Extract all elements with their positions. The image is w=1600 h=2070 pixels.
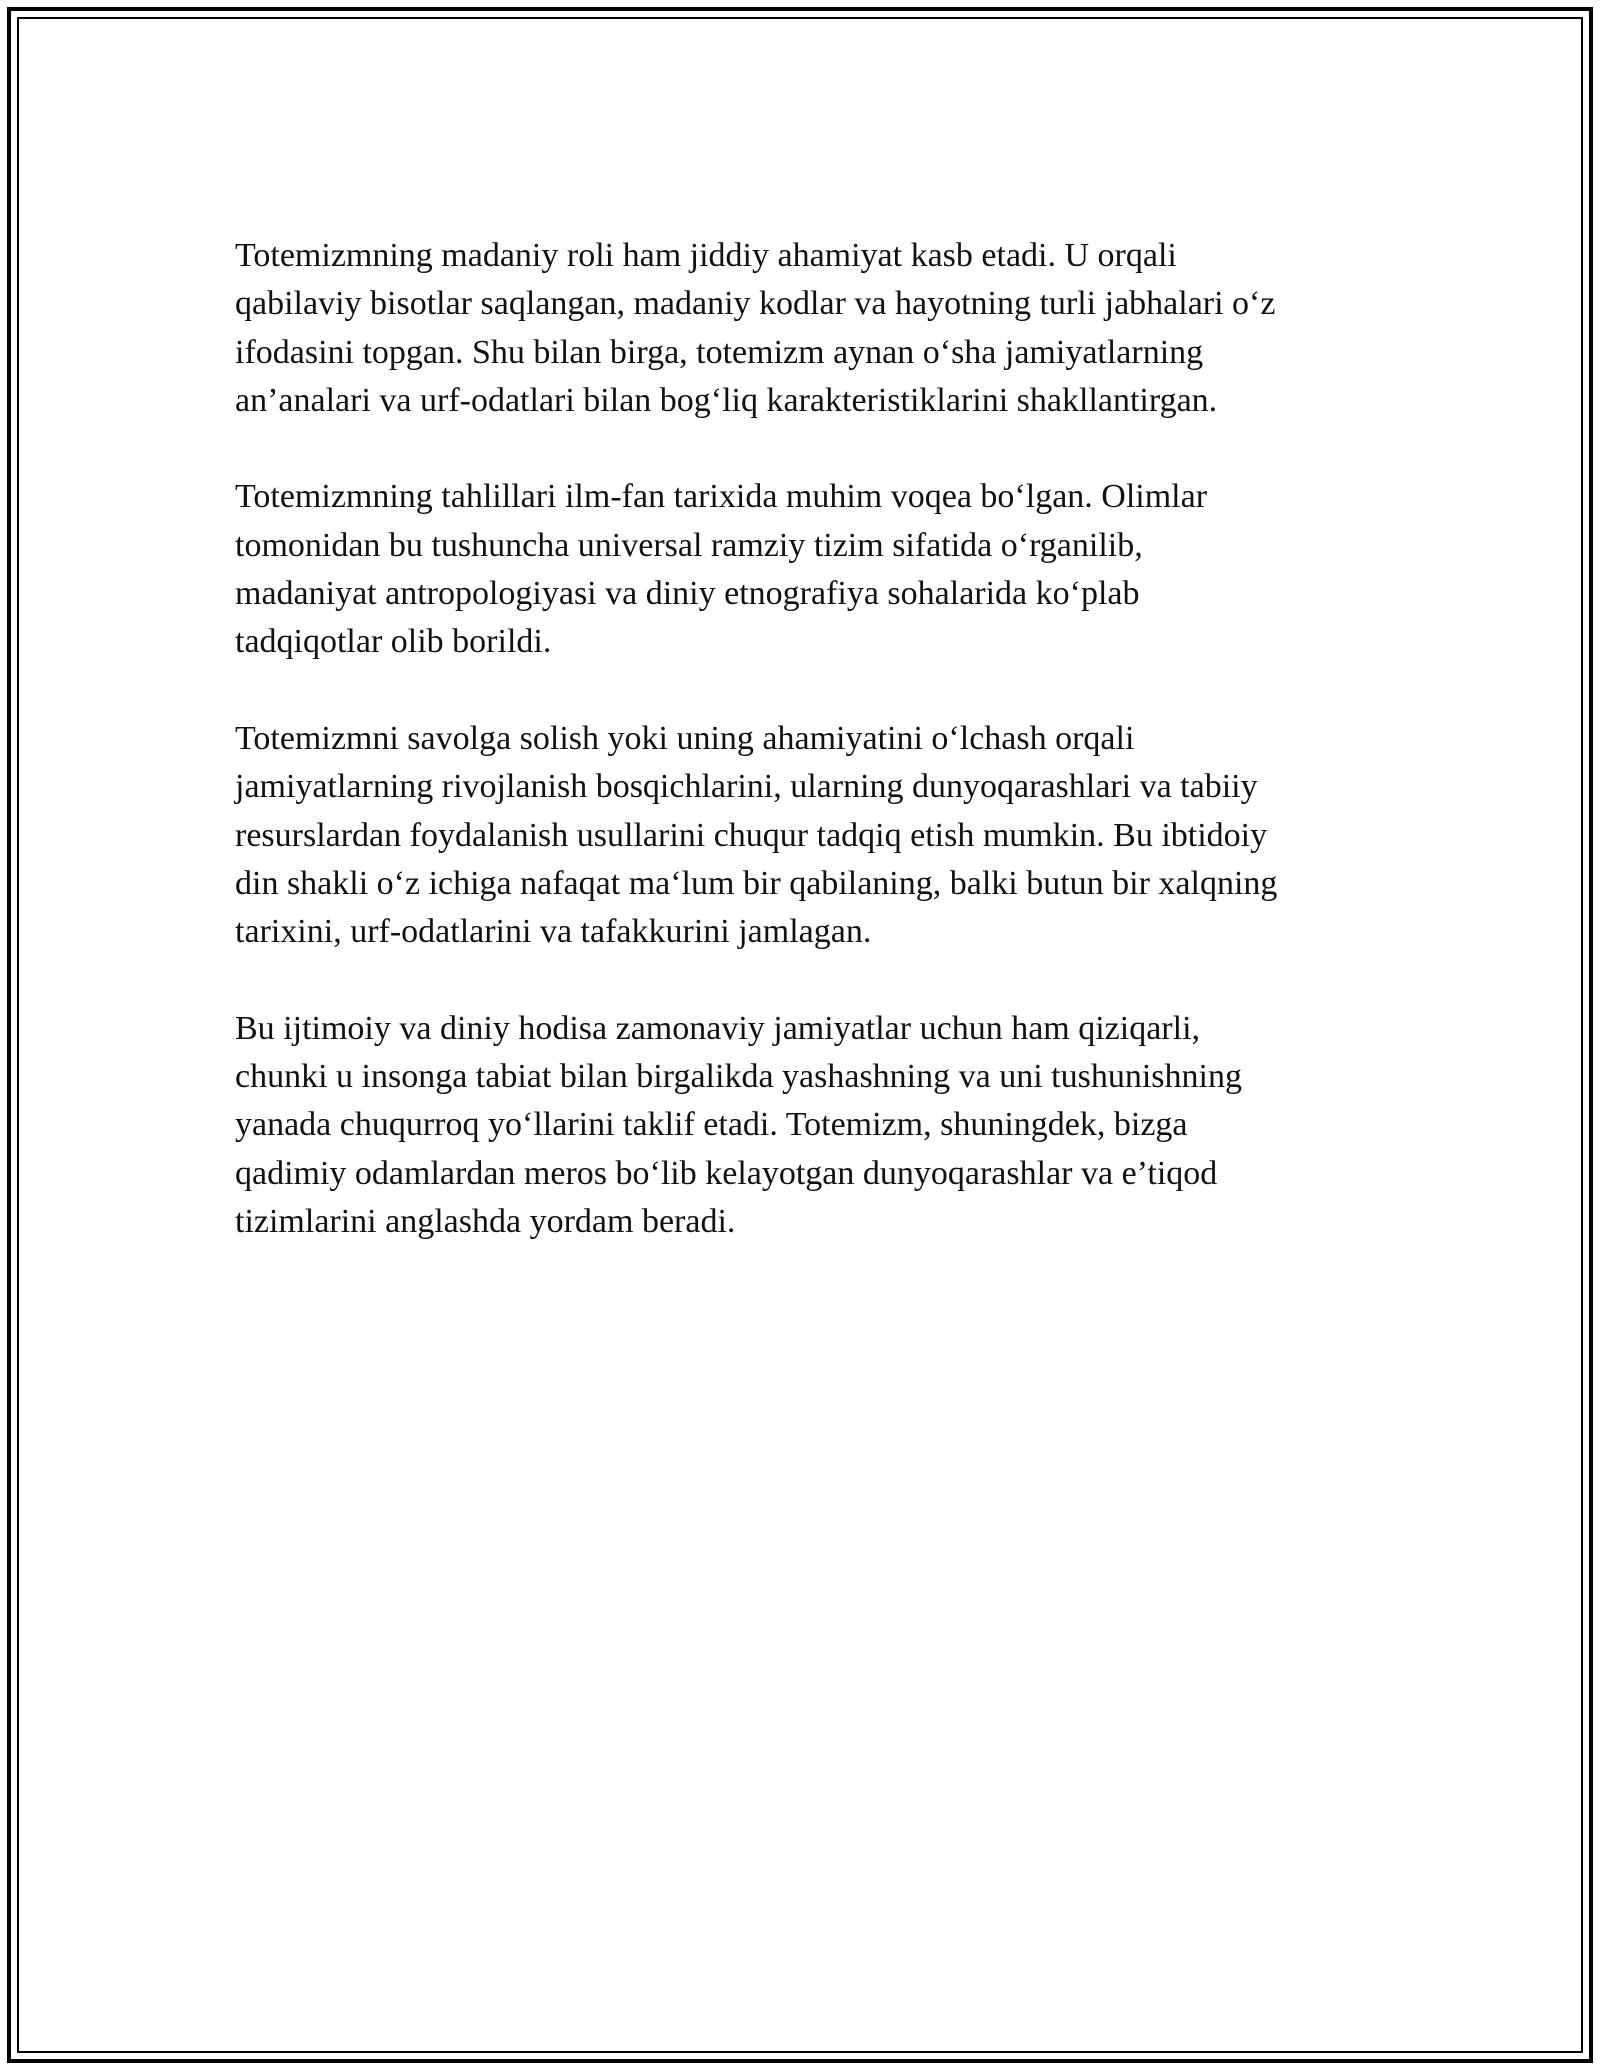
paragraph-modern-relevance: Bu ijtimoiy va diniy hodisa zamonaviy jamiyatlar uchun ham qiziqarli, chunki u insonga tabiat bilan birgalikda yashashning va uni tushunishning yanada chuqurroq yo‘llarini taklif etadi. Totemizm, shuningdek, bizga qadimiy odamlardan meros bo‘lib kelayotgan dunyoqarashlar va e’tiqod tizimlarini anglashda yordam beradi. [235,1009,1242,1240]
document-body [235,232,1380,1295]
paragraph-cultural-role: Totemizmning madaniy roli ham jiddiy ahamiyat kasb etadi. U orqali qabilaviy bisotlar saqlangan, madaniy kodlar va hayotning turli jabhalari o‘z ifodasini topgan. Shu bilan birga, totemizm aynan o‘sha jamiyatlarning an’analari va urf-odatlari bilan bog‘liq karakteristiklarini shakllantirgan. [235,237,1276,419]
paragraph-research-value: Totemizmni savolga solish yoki uning ahamiyatini o‘lchash orqali jamiyatlarning rivojlanish bosqichlarini, ularning dunyoqarashlari va tabiiy resurslardan foydalanish usullarini chuqur tadqiq etish mumkin. Bu ibtidoiy din shakli o‘z ichiga nafaqat ma‘lum bir qabilaning, balki butun bir xalqning tarixini, urf-odatlarini va tafakkurini jamlagan. [235,719,1278,951]
paragraph-scientific-analysis: Totemizmning tahlillari ilm-fan tarixida muhim voqea bo‘lgan. Olimlar tomonidan bu tushuncha universal ramziy tizim sifatida o‘rganilib, madaniyat antropologiyasi va diniy etnografiya sohalarida ko‘plab tadqiqotlar olib borildi. [235,478,1208,661]
